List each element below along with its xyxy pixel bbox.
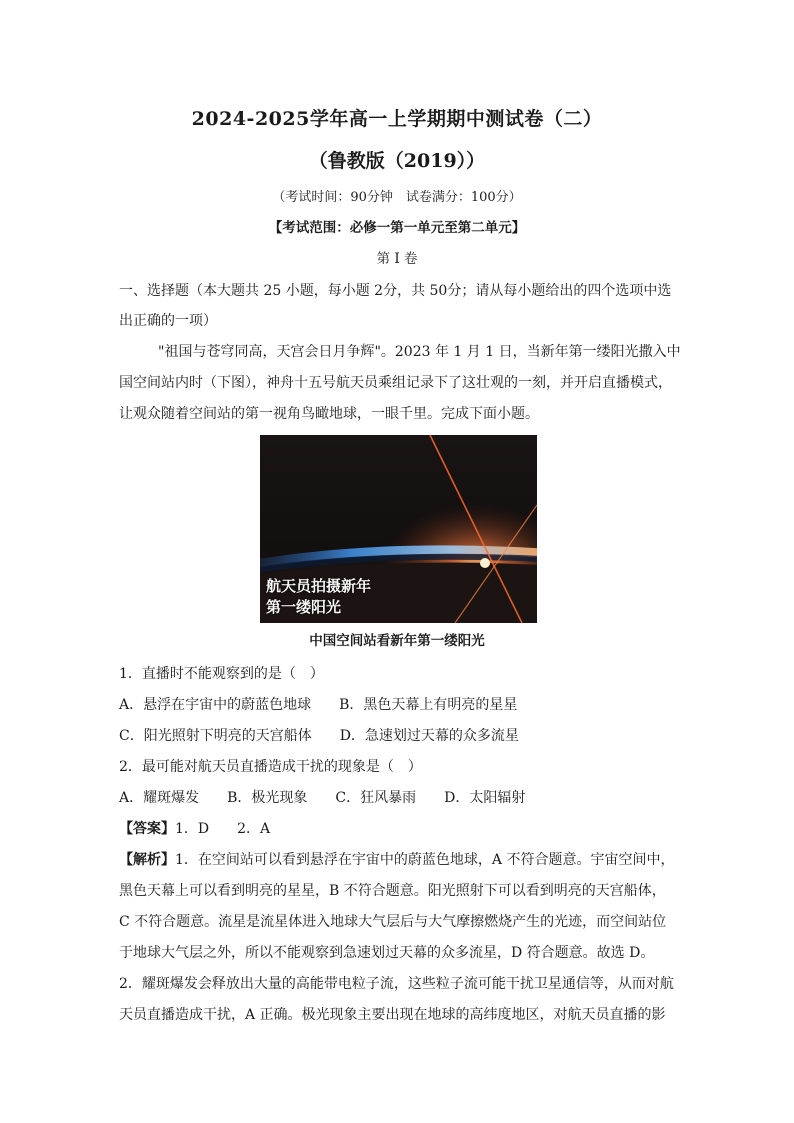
exam-title: 2024-2025学年高一上学期期中测试卷（二） <box>191 108 603 130</box>
exam-scope: 【考试范围：必修一第一单元至第二单元】 <box>268 220 526 236</box>
exam-edition: （鲁教版（2019）） <box>308 150 486 172</box>
answer-label: 【答案】 <box>119 821 175 837</box>
passage-line1: "祖国与苍穹同高，天宫会日月争辉"。2023 年 1 月 1 日，当新年第一缕阳光撒入中 <box>158 344 681 360</box>
volume-heading: 第 I 卷 <box>376 251 418 267</box>
analysis-line1: 【解析】1．在空间站可以看到悬浮在宇宙中的蔚蓝色地球，A 不符合题意。宇宙空间中， <box>119 852 675 868</box>
question-2-stem: 2．最可能对航天员直播造成干扰的现象是（ ） <box>119 759 422 775</box>
figure-caption: 中国空间站看新年第一缕阳光 <box>309 633 485 649</box>
answer-text: 1．D 2．A <box>175 821 271 837</box>
analysis-line5: 2．耀斑爆发会释放出大量的高能带电粒子流，这些粒子流可能干扰卫星通信等，从而对航 <box>119 976 674 992</box>
analysis-line4: 于地球大气层之外，所以不能观察到急速划过天幕的众多流星，D 符合题意。故选 D。 <box>119 945 655 961</box>
question-1-stem: 1．直播时不能观察到的是（ ） <box>119 666 324 682</box>
photo-overlay-text: 航天员拍摄新年 第一缕阳光 <box>266 577 372 616</box>
analysis-line2: 黑色天幕上可以看到明亮的星星，B 不符合题意。阳光照射下可以看到明亮的天宫船体， <box>119 883 666 899</box>
analysis-line6: 天员直播造成干扰，A 正确。极光现象主要出现在地球的高纬度地区，对航天员直播的影 <box>119 1007 666 1023</box>
analysis-label: 【解析】 <box>119 852 175 868</box>
analysis-line3: C 不符合题意。流星是流星体进入地球大气层后与大气摩擦燃烧产生的光迹，而空间站位 <box>119 914 667 930</box>
passage-line3: 让观众随着空间站的第一视角鸟瞰地球，一眼千里。完成下面小题。 <box>119 406 539 422</box>
question-2-options-row1: A．耀斑爆发 B．极光现象 C．狂风暴雨 D．太阳辐射 <box>119 790 526 806</box>
section-heading-line1: 一、选择题（本大题共 25 小题，每小题 2分，共 50分；请从每小题给出的四个选项中选 <box>119 283 672 299</box>
exam-info: （考试时间：90分钟 试卷满分：100分） <box>272 190 522 205</box>
question-1-options-row1: A．悬浮在宇宙中的蔚蓝色地球 B．黑色天幕上有明亮的星星 <box>119 697 518 713</box>
space-station-photo <box>260 435 537 623</box>
question-1-options-row2: C．阳光照射下明亮的天宫船体 D．急速划过天幕的众多流星 <box>119 728 519 744</box>
passage-line2: 国空间站内时（下图），神舟十五号航天员乘组记录下了这壮观的一刻，并开启直播模式， <box>119 375 672 391</box>
section-heading-line2: 出正确的一项） <box>119 313 217 329</box>
answer-line <box>119 819 679 839</box>
